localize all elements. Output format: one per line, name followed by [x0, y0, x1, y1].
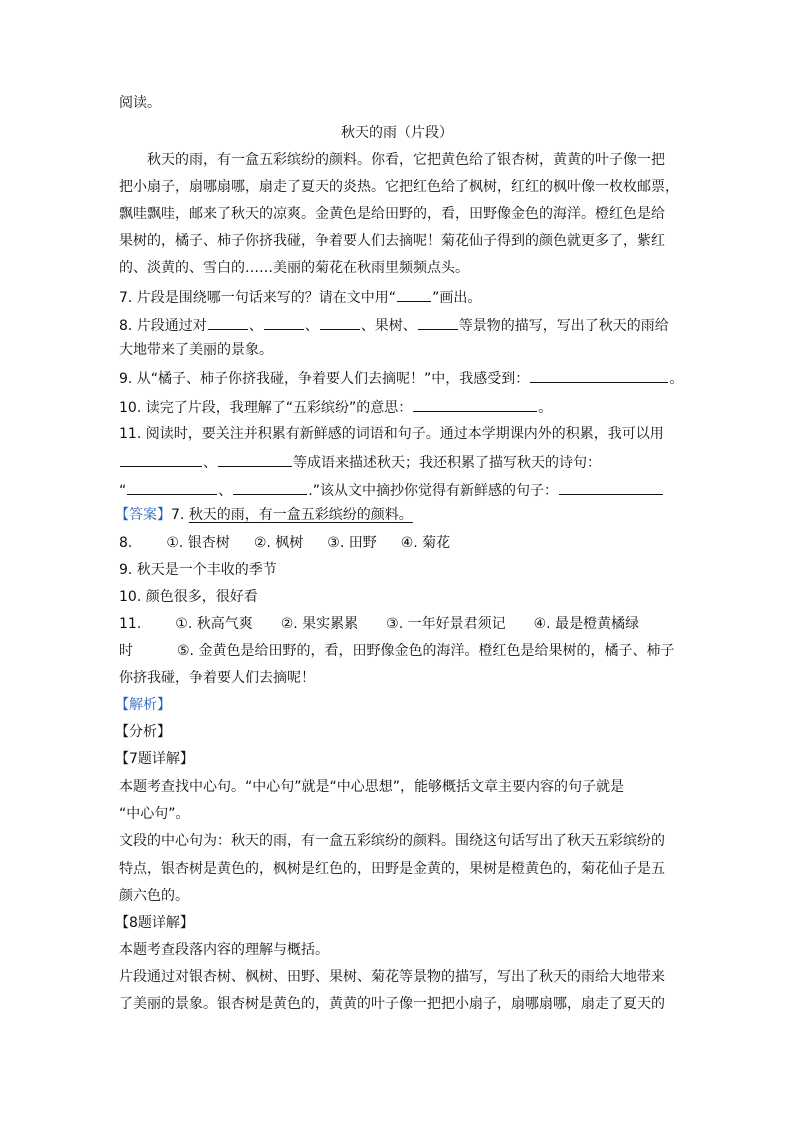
q8-text-after: 等景物的描写，写出了秋天的雨给: [458, 318, 669, 334]
analysis-line: 本题考查找中心句。“中心句”就是“中心思想”，能够概括文章主要内容的句子就是: [119, 779, 625, 795]
q8-text: 8. 片段通过对: [119, 318, 207, 334]
question-7: [119, 287, 481, 307]
answer-9: 9. 秋天是一个丰收的季节: [119, 562, 277, 578]
answer-7-text: 秋天的雨，有一盒五彩缤纷的颜料。: [188, 507, 413, 523]
answer-item: ②. 枫树: [253, 535, 304, 551]
answer-blank[interactable]: [264, 315, 304, 330]
answer-item: ①. 银杏树: [166, 535, 230, 551]
passage-line: 飘哇飘哇，邮来了秋天的凉爽。金黄色是给田野的，看，田野像金色的海洋。橙红色是给: [119, 206, 665, 222]
answer-blank[interactable]: [233, 480, 307, 495]
answer-blank[interactable]: [559, 480, 663, 495]
answer-blank[interactable]: [413, 397, 537, 412]
separator: 、: [203, 455, 217, 471]
passage-line: 果树的，橘子、柿子你挤我碰，争着要人们去摘呢！菊花仙子得到的颜色就更多了，紫红: [119, 233, 665, 249]
question-8: [119, 315, 669, 335]
answer-7: [115, 506, 413, 524]
answer-item: ③. 田野: [327, 535, 377, 551]
answer-11: [119, 615, 639, 633]
question-11-line3: [119, 480, 664, 500]
open-quote: “: [119, 483, 127, 499]
question-9: [119, 368, 683, 388]
analysis-line: 颜六色的。: [119, 888, 189, 904]
q8-detail-heading: 【8题详解】: [115, 915, 194, 931]
analysis-label: 【解析】: [115, 697, 171, 713]
answer-item: ①. 秋高气爽: [175, 616, 253, 632]
answer-number: 11.: [119, 616, 142, 632]
passage-line: 的、淡黄的、雪白的……美丽的菊花在秋雨里频频点头。: [119, 260, 469, 276]
answer-number: 7.: [171, 507, 185, 523]
question-11-line2: [119, 452, 601, 472]
answer-blank[interactable]: [127, 480, 217, 495]
analysis-heading: 【分析】: [115, 724, 171, 740]
answer-item: ⑤. 金黄色是给田野的，看，田野像金色的海洋。橙红色是给果树的，橘子、柿子: [177, 643, 675, 659]
answer-blank[interactable]: [218, 452, 292, 467]
q10-text-after: 。: [538, 400, 553, 416]
answer-11-line2: [119, 642, 674, 660]
analysis-line: 片段通过对银杏树、枫树、田野、果树、菊花等景物的描写，写出了秋天的雨给大地带来: [119, 969, 665, 985]
answer-blank[interactable]: [530, 368, 668, 383]
question-8-line2: 大地带来了美丽的景象。: [119, 342, 273, 358]
q7-text: 7. 片段是围绕哪一句话来写的？请在文中用“: [119, 290, 397, 306]
analysis-line: 了美丽的景象。银杏树是黄色的，黄黄的叶子像一把把小扇子，扇哪扇哪，扇走了夏天的: [119, 996, 665, 1012]
analysis-line: “中心句”。: [119, 806, 190, 822]
answer-blank[interactable]: [397, 287, 431, 302]
question-10: [119, 397, 552, 417]
q11-mid-text: 等成语来描述秋天；我还积累了描写秋天的诗句：: [293, 455, 601, 471]
answer-label: 【答案】: [115, 507, 171, 523]
answer-blank[interactable]: [320, 315, 360, 330]
answer-8: [119, 534, 450, 552]
answer-text: 时: [119, 643, 133, 659]
answer-blank[interactable]: [418, 315, 458, 330]
answer-10: 10. 颜色很多，很好看: [119, 589, 258, 605]
passage-line: 秋天的雨，有一盒五彩缤纷的颜料。你看，它把黄色给了银杏树，黄黄的叶子像一把: [147, 152, 665, 168]
separator: 、: [218, 483, 233, 499]
passage-title: 秋天的雨（片段）: [341, 125, 453, 141]
answer-item: ②. 果实累累: [280, 616, 359, 632]
intro-text: 阅读。: [119, 95, 161, 111]
q7-text-after: ”画出。: [432, 290, 482, 306]
answer-blank[interactable]: [120, 452, 202, 467]
separator: 、: [248, 318, 263, 334]
answer-item: ④. 最是橙黄橘绿: [533, 616, 640, 632]
separator: 、: [304, 318, 319, 334]
analysis-line: 本题考查段落内容的理解与概括。: [119, 942, 329, 958]
q11-close-text: .”该从文中摘抄你觉得有新鲜感的句子：: [308, 483, 558, 499]
q9-text: 9. 从“橘子、柿子你挤我碰，争着要人们去摘呢！”中，我感受到：: [119, 371, 530, 387]
q7-detail-heading: 【7题详解】: [115, 751, 194, 767]
answer-11-line3: 你挤我碰，争着要人们去摘呢！: [119, 670, 315, 686]
question-11: 11. 阅读时，要关注并积累有新鲜感的词语和句子。通过本学期课内外的积累，我可以用: [119, 426, 664, 442]
analysis-line: 文段的中心句为：秋天的雨，有一盒五彩缤纷的颜料。围绕这句话写出了秋天五彩缤纷的: [119, 833, 665, 849]
q9-text-after: 。: [669, 371, 684, 387]
q10-text: 10. 读完了片段，我理解了“五彩缤纷”的意思：: [119, 400, 413, 416]
answer-item: ③. 一年好景君须记: [386, 616, 506, 632]
analysis-line: 特点，银杏树是黄色的，枫树是红色的，田野是金黄的，果树是橙黄色的，菊花仙子是五: [119, 861, 665, 877]
passage-line: 把小扇子，扇哪扇哪，扇走了夏天的炎热。它把红色给了枫树，红红的枫叶像一枚枚邮票，: [119, 179, 679, 195]
answer-number: 8.: [119, 535, 133, 551]
q8-mid-text: 、果树、: [360, 318, 417, 334]
answer-item: ④. 菊花: [400, 535, 451, 551]
answer-blank[interactable]: [208, 315, 248, 330]
